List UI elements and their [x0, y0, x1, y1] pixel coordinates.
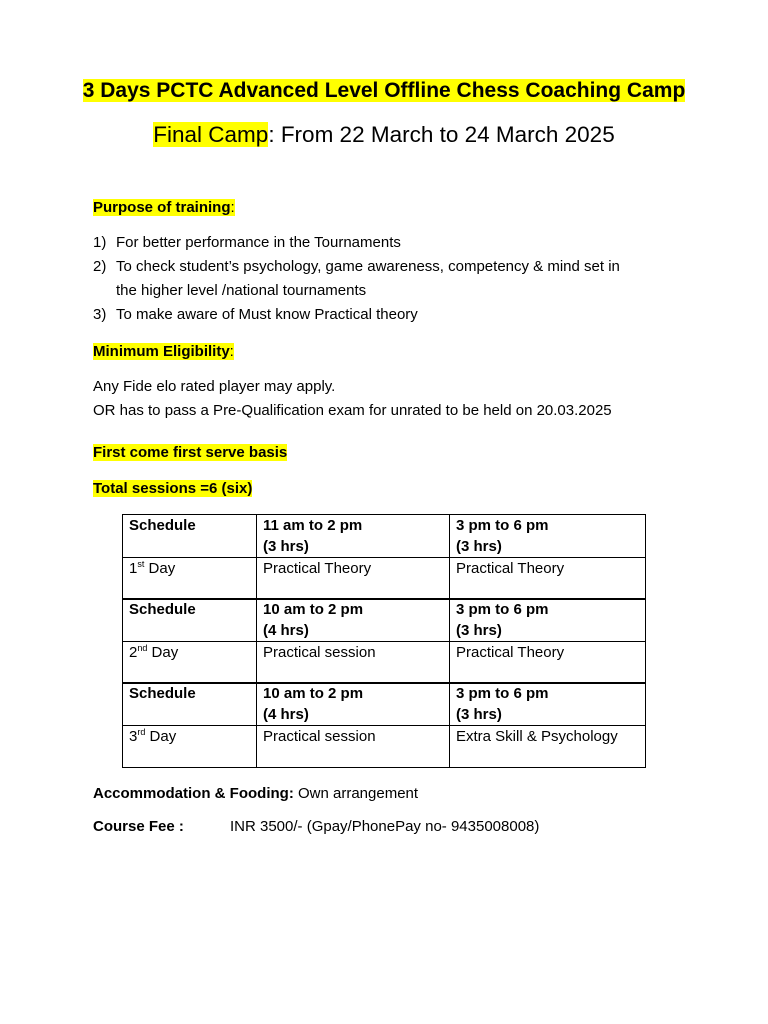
- table-row: [123, 642, 646, 684]
- accommodation-label: Accommodation & Fooding:: [93, 785, 294, 802]
- table-row: [123, 683, 646, 726]
- accommodation-line: [93, 782, 418, 806]
- time-slot-cell: 3 pm to 6 pm (3 hrs): [450, 599, 646, 642]
- day-cell: 2nd Day: [123, 642, 257, 684]
- document-title-text: 3 Days PCTC Advanced Level Offline Chess Coaching Camp: [82, 79, 686, 102]
- schedule-label-cell: Schedule: [123, 599, 257, 642]
- eligibility-heading-text: Minimum Eligibility: [93, 343, 230, 360]
- accommodation-value: Own arrangement: [293, 785, 419, 802]
- list-item-text: To make aware of Must know Practical theory: [116, 306, 418, 323]
- activity-cell: Practical session: [257, 726, 450, 768]
- camp-dates: [0, 122, 768, 148]
- camp-dates-highlight: Final Camp: [153, 122, 269, 147]
- day-cell: 3rd Day: [123, 726, 257, 768]
- list-item-number: 2): [93, 258, 107, 275]
- table-row: [123, 558, 646, 600]
- list-item: [93, 255, 620, 303]
- activity-cell: Practical Theory: [450, 642, 646, 684]
- list-item-text: For better performance in the Tournaments: [116, 234, 401, 251]
- course-fee-label: Course Fee :: [93, 818, 184, 835]
- time-slot-cell: 10 am to 2 pm (4 hrs): [257, 599, 450, 642]
- course-fee-value: INR 3500/- (Gpay/PhonePay no- 9435008008): [230, 818, 540, 835]
- eligibility-heading: [93, 340, 234, 364]
- eligibility-text: [93, 375, 612, 423]
- first-come-note: [93, 441, 287, 465]
- schedule-label-cell: Schedule: [123, 683, 257, 726]
- time-slot-cell: 3 pm to 6 pm (3 hrs): [450, 683, 646, 726]
- day-cell: 1st Day: [123, 558, 257, 600]
- table-row: [123, 599, 646, 642]
- purpose-heading-text: Purpose of training: [93, 199, 231, 216]
- purpose-heading-colon: :: [230, 199, 235, 216]
- total-sessions-text: Total sessions =6 (six): [93, 480, 253, 497]
- purpose-heading: [93, 196, 235, 220]
- list-item-text: To check student’s psychology, game awareness, competency & mind set in: [116, 258, 620, 275]
- time-slot-cell: 11 am to 2 pm (3 hrs): [257, 515, 450, 558]
- schedule-table-day-1: [122, 514, 646, 600]
- schedule-table-day-3: [122, 682, 646, 768]
- document-title: [0, 79, 768, 103]
- list-item-number: 1): [93, 234, 107, 251]
- schedule-table-day-2: [122, 598, 646, 684]
- list-item-text-continued: the higher level /national tournaments: [116, 282, 367, 299]
- list-item: [93, 303, 418, 327]
- activity-cell: Practical Theory: [450, 558, 646, 600]
- eligibility-heading-colon: :: [229, 343, 234, 360]
- schedule-label-cell: Schedule: [123, 515, 257, 558]
- activity-cell: Practical session: [257, 642, 450, 684]
- activity-cell: Practical Theory: [257, 558, 450, 600]
- eligibility-line-1: Any Fide elo rated player may apply.: [93, 378, 336, 395]
- list-item: [93, 231, 401, 255]
- time-slot-cell: 10 am to 2 pm (4 hrs): [257, 683, 450, 726]
- eligibility-line-2: OR has to pass a Pre-Qualification exam for unrated to be held on 20.03.2025: [93, 402, 612, 419]
- table-row: [123, 726, 646, 768]
- list-item-number: 3): [93, 306, 107, 323]
- time-slot-cell: 3 pm to 6 pm (3 hrs): [450, 515, 646, 558]
- first-come-text: First come first serve basis: [93, 444, 288, 461]
- activity-cell: Extra Skill & Psychology: [450, 726, 646, 768]
- table-row: [123, 515, 646, 558]
- camp-dates-text: : From 22 March to 24 March 2025: [268, 122, 615, 147]
- total-sessions: [93, 477, 252, 501]
